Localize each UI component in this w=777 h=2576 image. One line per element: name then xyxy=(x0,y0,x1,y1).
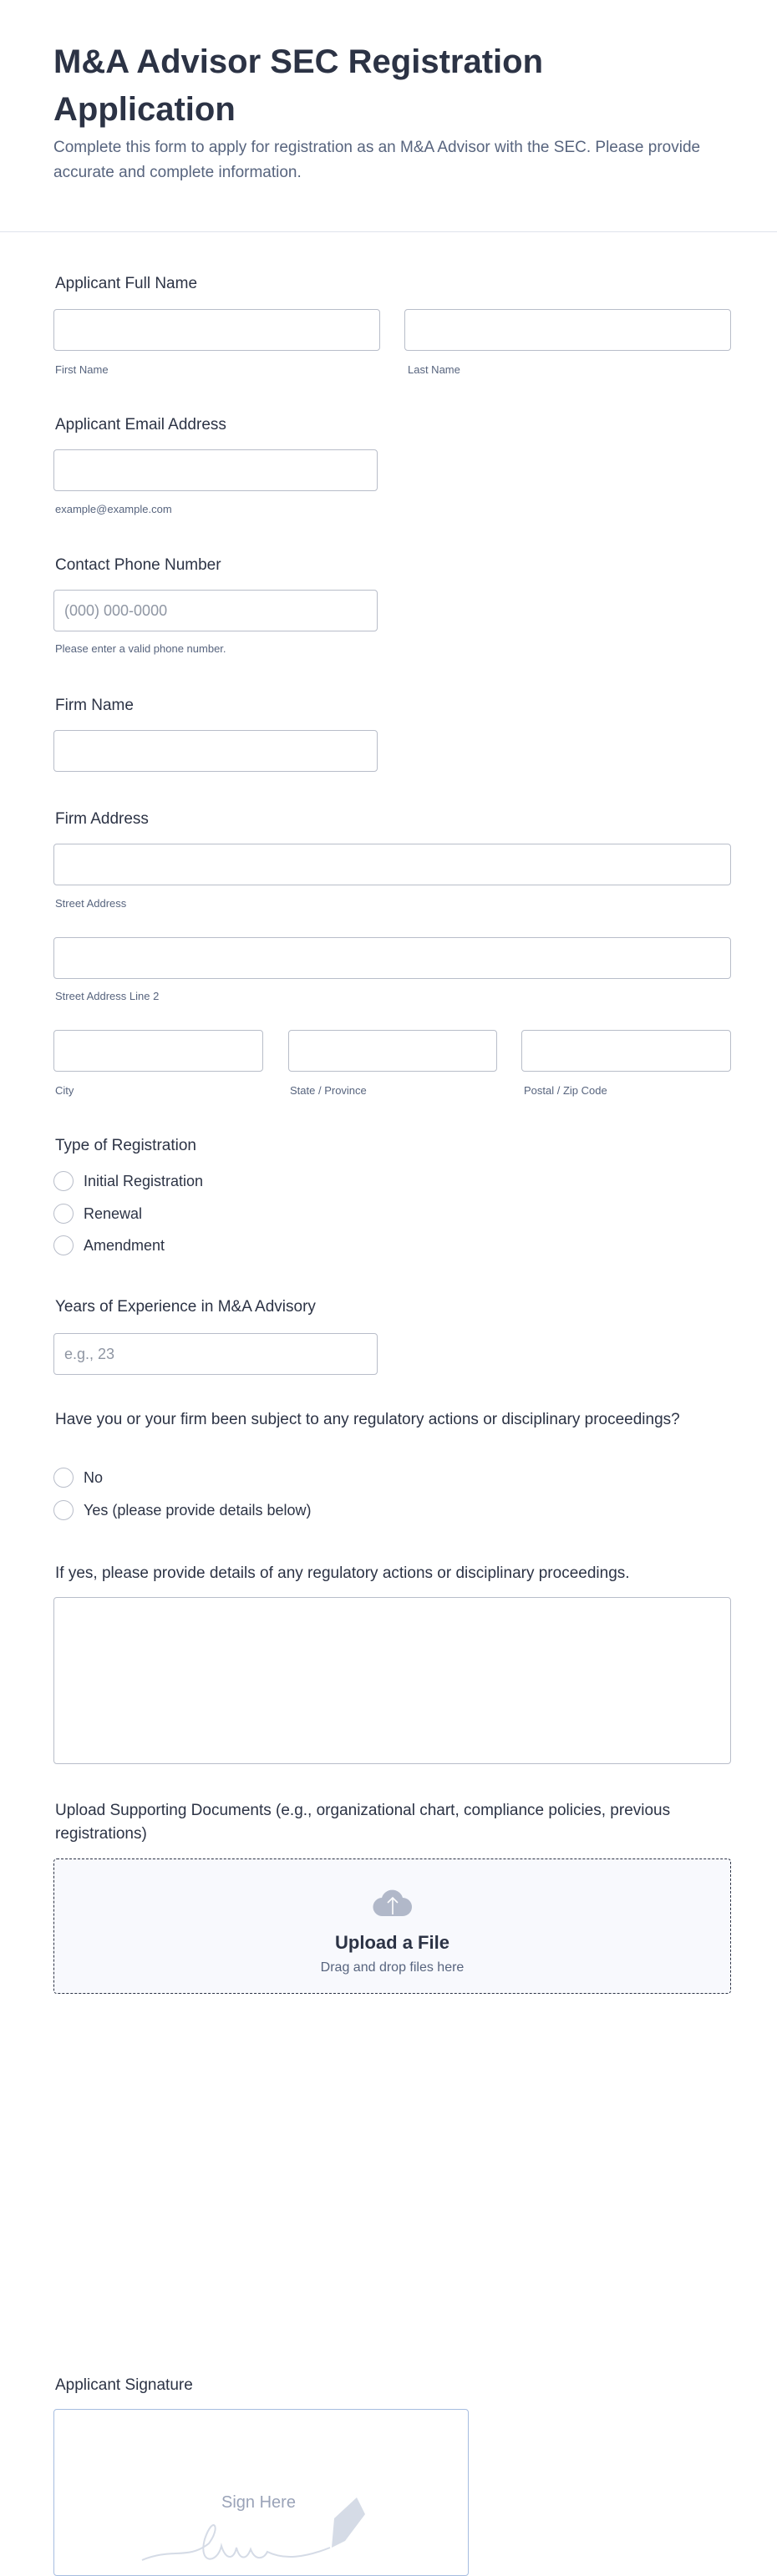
upload-subtitle: Drag and drop files here xyxy=(320,1960,465,1975)
experience-input[interactable] xyxy=(53,1333,378,1375)
signature-pen-icon xyxy=(138,2481,372,2573)
street-address-2-sublabel: Street Address Line 2 xyxy=(55,990,160,1002)
street-address-sublabel: Street Address xyxy=(55,897,127,910)
email-label: Applicant Email Address xyxy=(55,416,226,434)
sign-here-text: Sign Here xyxy=(221,2493,296,2512)
radio-yes[interactable] xyxy=(53,1500,312,1520)
page-title: M&A Advisor SEC Registration Application xyxy=(53,43,543,128)
regulatory-label: Have you or your firm been subject to any regulatory actions or disciplinary proceedings? xyxy=(55,1411,680,1428)
city-input[interactable] xyxy=(53,1030,263,1072)
city-sublabel: City xyxy=(55,1084,74,1097)
firm-name-input[interactable] xyxy=(53,730,378,772)
full-name-label: Applicant Full Name xyxy=(55,275,198,292)
email-sublabel: example@example.com xyxy=(55,503,172,515)
details-label: If yes, please provide details of any regulatory actions or disciplinary proceedings. xyxy=(55,1564,630,1582)
firm-name-label: Firm Name xyxy=(55,697,134,714)
state-sublabel: State / Province xyxy=(290,1084,367,1097)
radio-initial-registration[interactable] xyxy=(53,1171,203,1191)
page-description: Complete this form to apply for registration as an M&A Advisor with the SEC. Please provide accurate and complete information. xyxy=(53,139,701,181)
radio-renewal[interactable] xyxy=(53,1204,142,1224)
phone-input[interactable] xyxy=(53,590,378,631)
radio-circle[interactable] xyxy=(53,1204,74,1224)
street-address-input[interactable] xyxy=(53,844,731,885)
upload-title: Upload a File xyxy=(335,1932,449,1953)
firm-address-label: Firm Address xyxy=(55,810,149,828)
last-name-sublabel: Last Name xyxy=(408,363,460,376)
last-name-input[interactable] xyxy=(404,309,731,351)
experience-label: Years of Experience in M&A Advisory xyxy=(55,1298,316,1316)
file-dropzone[interactable] xyxy=(53,1858,731,1994)
radio-circle[interactable] xyxy=(53,1235,74,1255)
upload-label: Upload Supporting Documents (e.g., organizational chart, compliance policies, previous registrations) xyxy=(55,1802,671,1843)
zip-sublabel: Postal / Zip Code xyxy=(524,1084,607,1097)
header-divider xyxy=(0,231,777,232)
phone-sublabel: Please enter a valid phone number. xyxy=(55,642,226,655)
signature-pad[interactable] xyxy=(53,2409,469,2576)
radio-amendment[interactable] xyxy=(53,1235,165,1255)
email-input[interactable] xyxy=(53,449,378,491)
details-textarea[interactable] xyxy=(53,1597,731,1764)
radio-circle[interactable] xyxy=(53,1468,74,1488)
first-name-sublabel: First Name xyxy=(55,363,109,376)
radio-label: No xyxy=(84,1468,104,1486)
phone-label: Contact Phone Number xyxy=(55,556,221,574)
registration-type-label: Type of Registration xyxy=(55,1137,196,1154)
radio-label: Renewal xyxy=(84,1204,143,1222)
radio-label: Amendment xyxy=(84,1236,165,1254)
zip-input[interactable] xyxy=(521,1030,731,1072)
signature-label: Applicant Signature xyxy=(55,2376,193,2394)
cloud-upload-icon xyxy=(372,1886,414,1919)
street-address-2-input[interactable] xyxy=(53,937,731,979)
radio-circle[interactable] xyxy=(53,1500,74,1520)
state-input[interactable] xyxy=(288,1030,497,1072)
first-name-input[interactable] xyxy=(53,309,380,351)
radio-circle[interactable] xyxy=(53,1171,74,1191)
radio-label: Initial Registration xyxy=(84,1172,204,1189)
radio-no[interactable] xyxy=(53,1468,103,1488)
radio-label: Yes (please provide details below) xyxy=(84,1501,312,1519)
